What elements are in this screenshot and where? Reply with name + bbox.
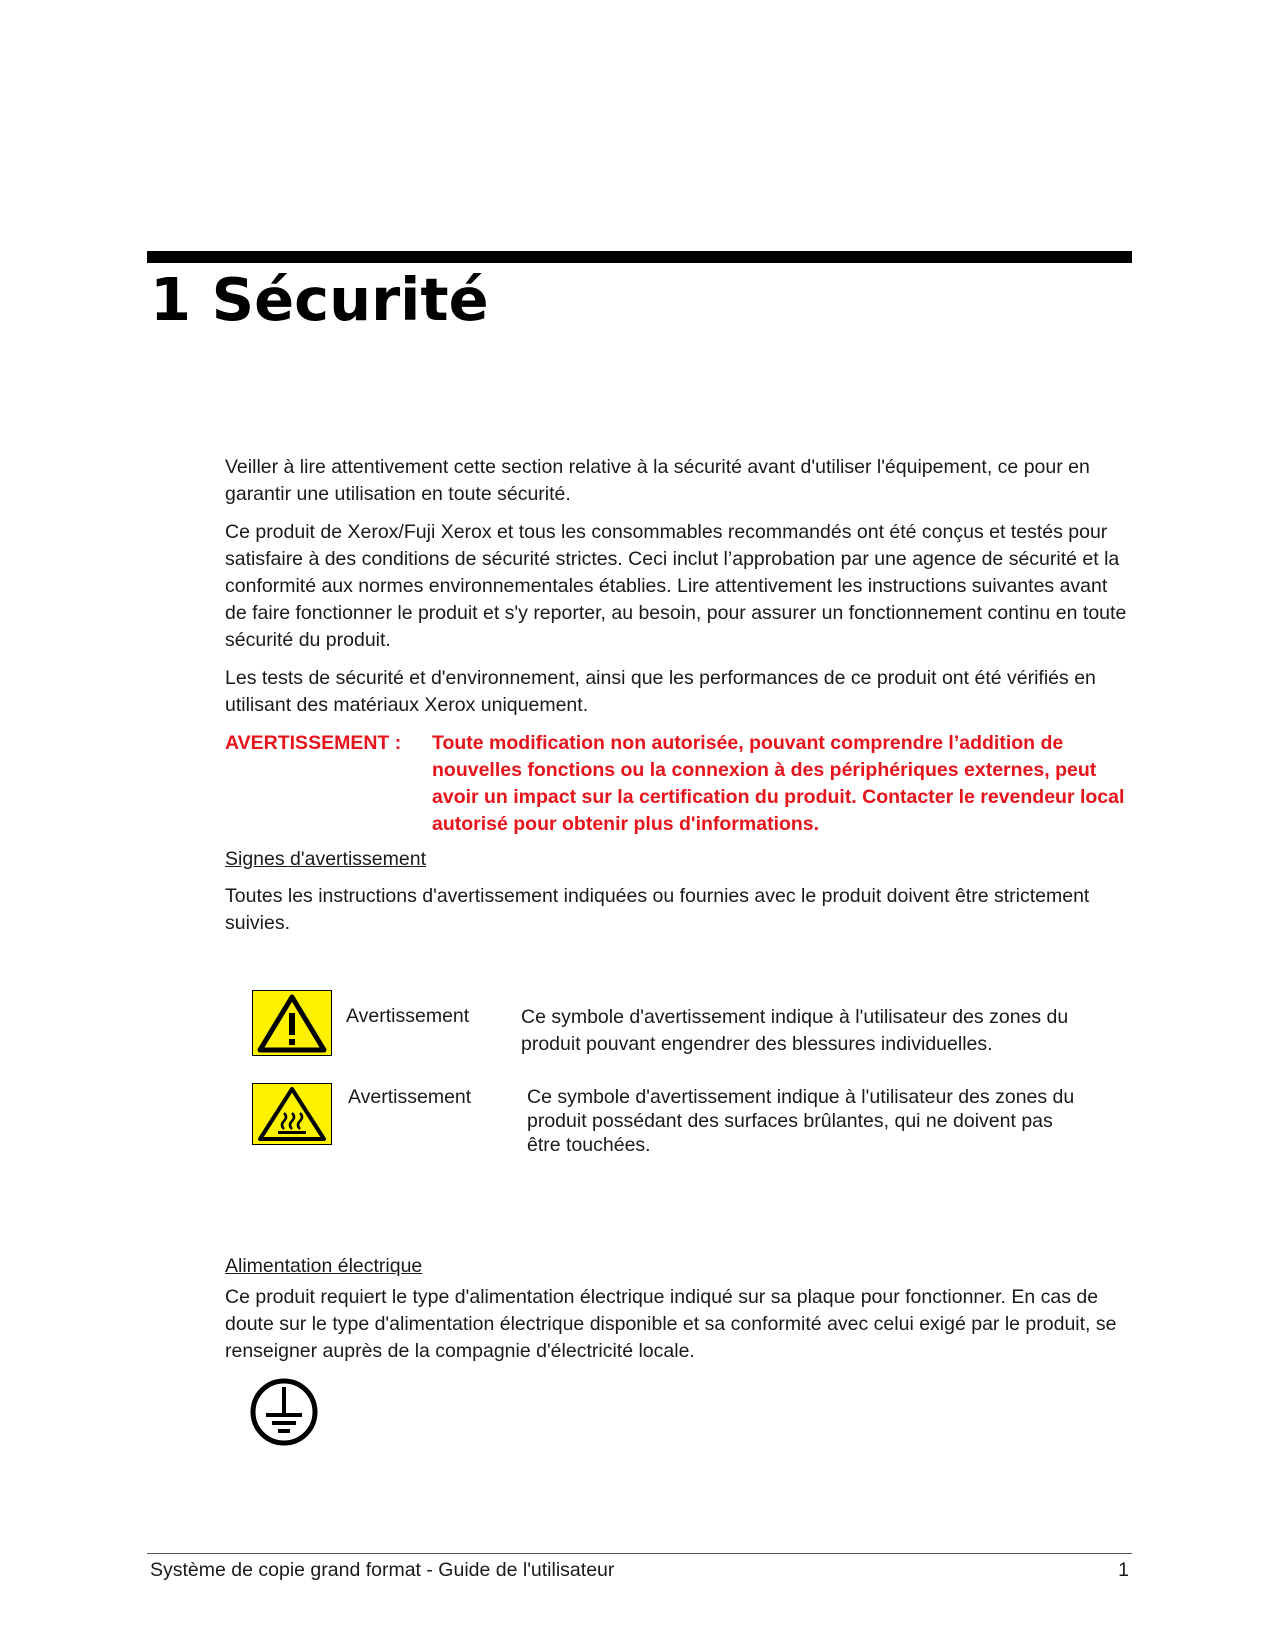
warning-sign-row <box>250 990 1100 1060</box>
intro-paragraph: Les tests de sécurité et d'environnement, ainsi que les performances de ce produit ont été vérifiés en utilisant des matériaux Xerox uniquement. <box>225 667 1096 716</box>
warning-triangle-icon <box>252 990 332 1056</box>
intro-paragraph: Ce produit de Xerox/Fuji Xerox et tous les consommables recommandés ont été conçus et testés pour satisfaire à des conditions de sécurité strictes. Ceci inclut l’approbation par une agence de sécurité et la conformité aux normes environnementales établies. Lire attentivement les instructions suivantes avant de faire fonctionner le produit et s'y reporter, au besoin, pour assurer un fonctionnement continu en toute sécurité du produit. <box>225 521 1127 651</box>
footer-page-number: 1 <box>1118 1559 1129 1581</box>
section-heading-power: Alimentation électrique <box>225 1255 423 1277</box>
footer-rule <box>147 1553 1132 1554</box>
hot-surface-icon <box>252 1083 332 1149</box>
warning-sign-description: Ce symbole d'avertissement indique à l'utilisateur des zones du produit pouvant engendrer des blessures individuelles. <box>521 1006 1069 1055</box>
warning-label: AVERTISSEMENT : <box>225 732 402 754</box>
ground-symbol-icon <box>249 1377 319 1447</box>
intro-paragraph: Veiller à lire attentivement cette section relative à la sécurité avant d'utiliser l'équipement, ce pour en garantir une utilisation en toute sécurité. <box>225 456 1090 505</box>
power-section <box>225 1253 1130 1365</box>
warning-text: Toute modification non autorisée, pouvant comprendre l’addition de nouvelles fonctions ou la connexion à des périphériques externes, peut avoir un impact sur la certification du produit. Contacter le revendeur local autorisé pour obtenir plus d'informations. <box>432 732 1125 835</box>
warning-notice <box>225 730 1130 838</box>
warning-signs-intro: Toutes les instructions d'avertissement indiquées ou fournies avec le produit doivent être strictement suivies. <box>225 885 1090 934</box>
warning-sign-label: Avertissement <box>346 1005 470 1027</box>
warning-sign-row <box>250 1083 1100 1156</box>
footer-document-title: Système de copie grand format - Guide de l'utilisateur <box>150 1559 615 1581</box>
chapter-title: 1 Sécurité <box>150 265 489 334</box>
chapter-top-rule <box>147 251 1132 263</box>
main-content <box>225 454 1130 948</box>
section-heading-warning-signs: Signes d'avertissement <box>225 848 426 870</box>
warning-sign-label: Avertissement <box>348 1086 472 1108</box>
power-text: Ce produit requiert le type d'alimentation électrique indiqué sur sa plaque pour fonctionner. En cas de doute sur le type d'alimentation électrique disponible et sa conformité avec celui exigé par le produit, se renseigner auprès de la compagnie d'électricité locale. <box>225 1286 1117 1362</box>
warning-sign-description: Ce symbole d'avertissement indique à l'utilisateur des zones du produit possédant des surfaces brûlantes, qui ne doivent pas être touchées. <box>527 1086 1075 1156</box>
